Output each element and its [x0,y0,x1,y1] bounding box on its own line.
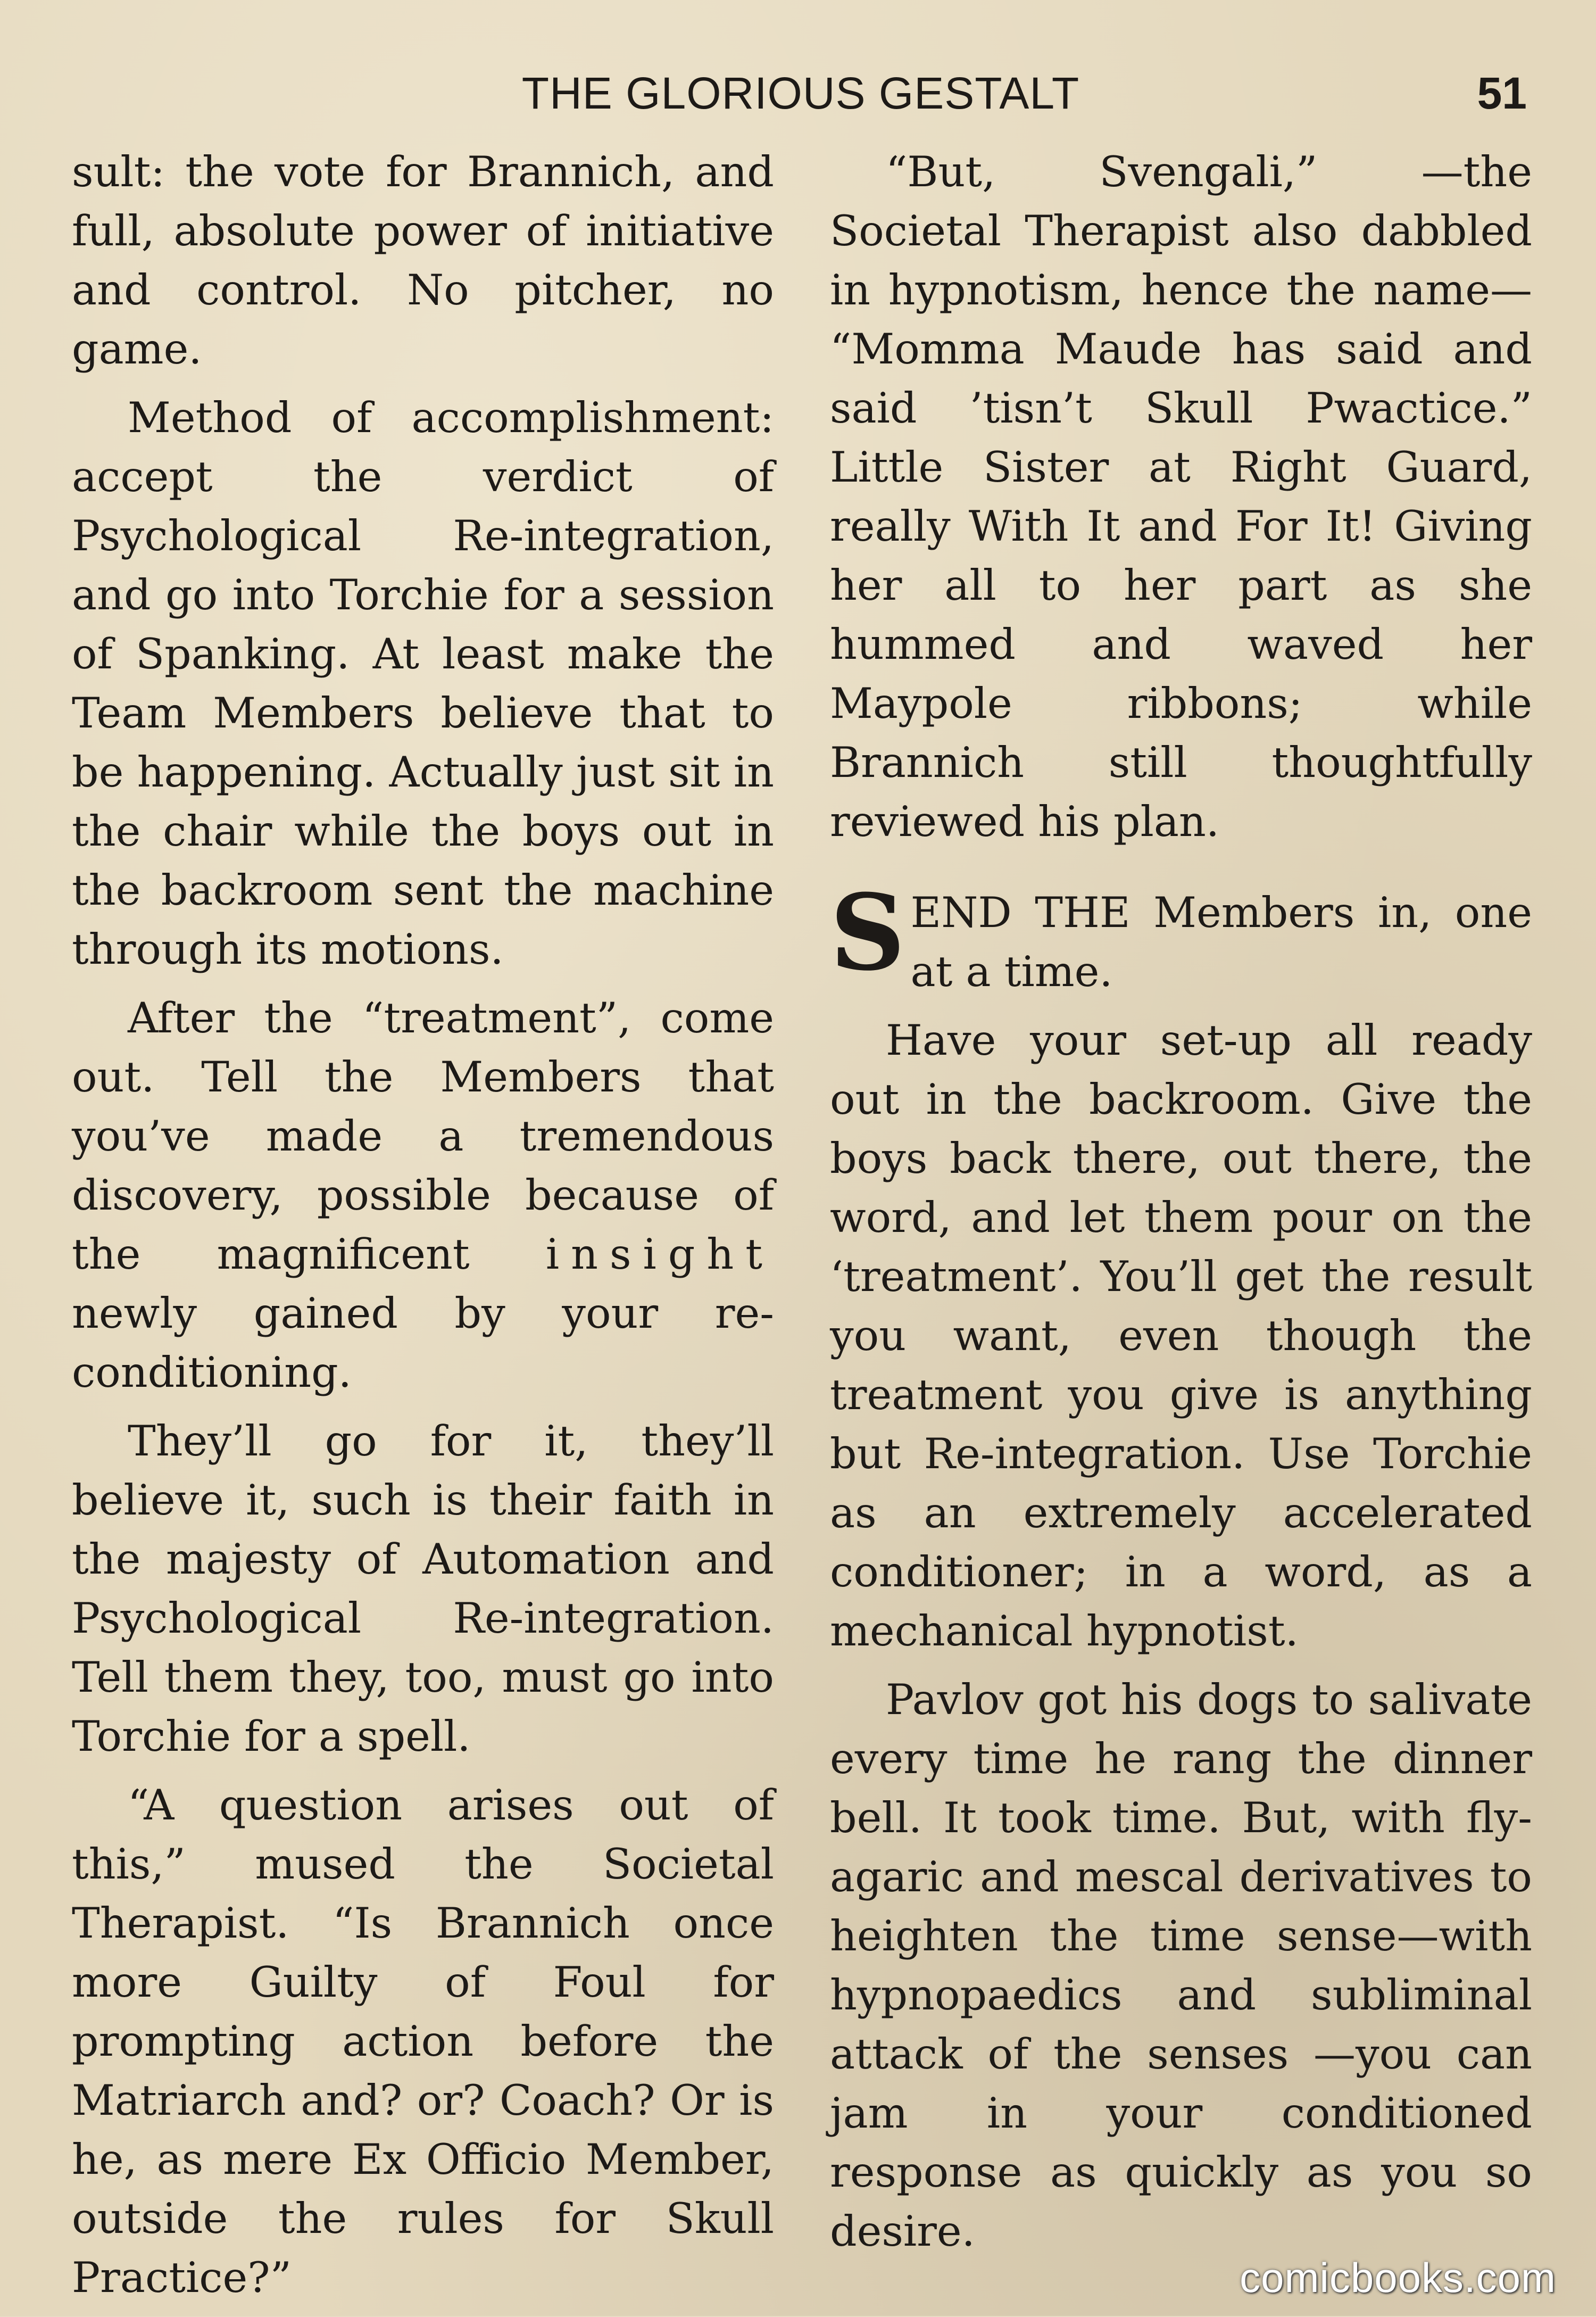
paragraph-text: After the “treatment”, come out. Tell the Members that you’ve made a tremendous discovery, possible because of the magnificent [72,994,774,1279]
left-column [72,143,774,2317]
spaced-emphasis-word: insight [545,1230,774,1279]
paragraph [72,989,774,1402]
paragraph: Method of accomplishment: accept the verdict of Psychological Re-integration, and go into Torchie for a session of Spanking. At least make the Team Members believe that to be happening. Actually just sit in the chair while the boys out in the backroom sent the machine through its motions. [72,393,774,974]
drop-cap: S [830,872,905,994]
running-title: THE GLORIOUS GESTALT [521,68,1080,118]
paragraph: sult: the vote for Brannich, and full, absolute power of initiative and control. No pitcher, no game. [72,147,774,374]
paragraph: Pavlov got his dogs to salivate every time he rang the dinner bell. It took time. But, with fly-agaric and mescal derivatives to heighten the time sense—with hypnopaedics and subliminal attack of the senses —you can jam in your conditioned response as quickly as you so desire. [830,1675,1532,2256]
paragraph: Have your set-up all ready out in the backroom. Give the boys back there, out there, the word, and let them pour on the ‘treatment’. You’ll get the result you want, even though the treatment you give is anything but Re-integration. Use Torchie as an extremely accelerated conditioner; in a word, as a mechanical hypnotist. [830,1016,1532,1656]
section-opening-paragraph [830,872,1532,1002]
page-header [74,59,1527,128]
paragraph: “A question arises out of this,” mused the Societal Therapist. “Is Brannich once more Guilty of Foul for prompting action before the Matriarch and? or? Coach? Or is he, as mere Ex Officio Member, outside the rules for Skull Practice?” [72,1781,774,2302]
paragraph-text: END THE Members in, one at a time. [910,888,1532,996]
paragraph: “But, Svengali,” —the Societal Therapist also dabbled in hypnotism, hence the name— “Momma Maude has said and said ’tisn’t Skull Pwactice.” Little Sister at Right Guard, really With It and For It! Giving her all to her part as she hummed and waved her Maypole ribbons; while Brannich still thoughtfully reviewed his plan. [830,147,1532,846]
paragraph-text: newly gained by your re-conditioning. [72,1289,774,1397]
site-watermark: comicbooks.com [1240,2254,1556,2301]
right-column [830,143,1532,2271]
page-number: 51 [1477,68,1527,118]
paragraph: They’ll go for it, they’ll believe it, such is their faith in the majesty of Automation and Psychological Re-integration. Tell them they, too, must go into Torchie for a spell. [72,1417,774,1761]
